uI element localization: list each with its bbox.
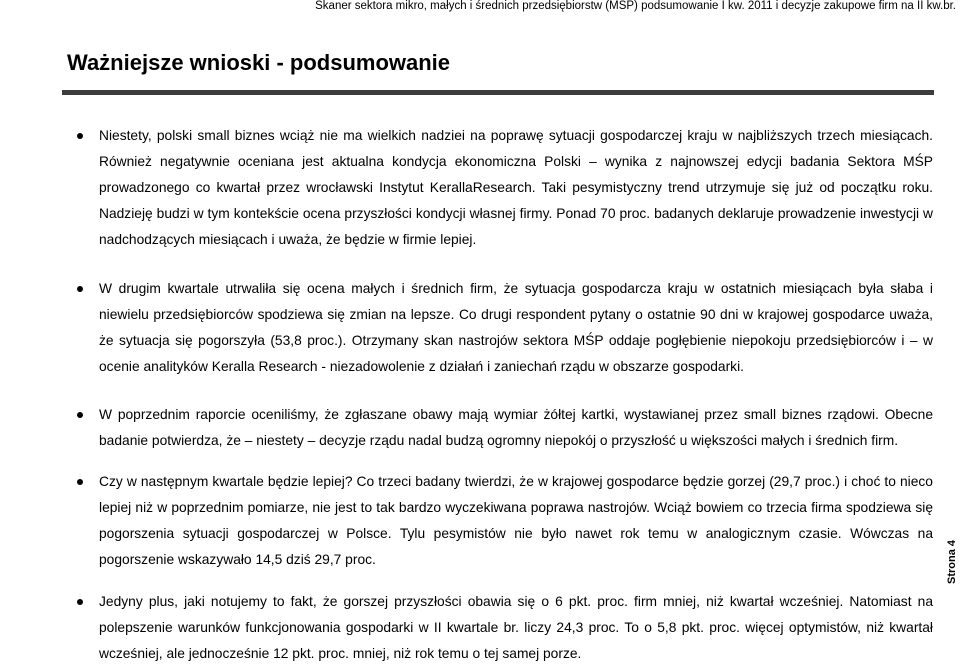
list-item-text: W poprzednim raporcie oceniliśmy, że zgłaszane obawy mają wymiar żółtej kartki, wystawianej przez small biznes rządowi. Obecne badanie potwierdza, że – niestety – decyzje rządu nadal budzą ogromny niepokój o przyszłość u większości małych i średnich firm. — [99, 407, 933, 448]
running-header: Skaner sektora mikro, małych i średnich przedsiębiorstw (MŚP) podsumowanie I kw. 2011 i decyzje zakupowe firm na II kw.br. — [315, 0, 956, 12]
summary-list — [72, 123, 933, 667]
bullet-icon — [77, 599, 83, 605]
list-item-text: Jedyny plus, jaki notujemy to fakt, że gorszej przyszłości obawia się o 6 pkt. proc. firm mniej, niż kwartał wcześniej. Natomiast na polepszenie warunków funkcjonowania gospodarki w II kwartale br. liczy 24,3 proc. To o 5,8 pkt. proc. więcej optymistów, niż kwartał wcześniej, ale jednocześnie 12 pkt. proc. mniej, niż rok temu o tej samej porze. — [99, 594, 933, 661]
list-item-text: W drugim kwartale utrwaliła się ocena małych i średnich firm, że sytuacja gospodarcza kraju w ostatnich miesiącach była słaba i niewielu przedsiębiorców spodziewa się zmian na lepsze. Co drugi respondent pytany o ostatnie 90 dni w krajowej gospodarce uważa, że sytuacja się pogorszyła (53,8 proc.). Otrzymany skan nastrojów sektora MŚP oddaje pogłębienie niepokoju przedsiębiorców i – w ocenie analityków Keralla Research - niezadowolenie z działań i zaniechań rządu w obszarze gospodarki. — [99, 281, 933, 374]
bullet-icon — [77, 479, 83, 485]
bullet-icon — [77, 412, 83, 418]
list-item-text: Czy w następnym kwartale będzie lepiej? Co trzeci badany twierdzi, że w krajowej gospodarce będzie gorzej (29,7 proc.) i choć to nieco lepiej niż w poprzednim pomiarze, nie jest to tak bardzo wyczekiwana poprawa nastrojów. Wciąż bowiem co trzecia firma spodziewa się pogorszenia sytuacji gospodarczej w Polsce. Tylu pesymistów nie było nawet rok temu w analogicznym czasie. Wówczas na pogorszenie wskazywało 14,5 dziś 29,7 proc. — [99, 474, 933, 567]
list-item — [72, 123, 933, 253]
page-title: Ważniejsze wnioski - podsumowanie — [67, 50, 451, 75]
bullet-icon — [77, 133, 83, 139]
list-item — [72, 589, 933, 667]
list-item — [72, 276, 933, 380]
page-number: Strona 4 — [946, 539, 958, 584]
list-item — [72, 469, 933, 573]
bullet-icon — [77, 286, 83, 292]
title-divider — [62, 90, 934, 95]
list-item — [72, 402, 933, 454]
list-item-text: Niestety, polski small biznes wciąż nie ma wielkich nadziei na poprawę sytuacji gospodarczej kraju w najbliższych trzech miesiącach. Również negatywnie oceniana jest aktualna kondycja ekonomiczna Polski – wynika z najnowszej edycji badania Sektora MŚP prowadzonego co kwartał przez wrocławski Instytut KerallaResearch. Taki pesymistyczny trend utrzymuje się już od początku roku. Nadzieję budzi w tym kontekście ocena przyszłości kondycji własnej firmy. Ponad 70 proc. badanych deklaruje prowadzenie inwestycji w nadchodzących miesiącach i uważa, że będzie w firmie lepiej. — [99, 128, 933, 247]
